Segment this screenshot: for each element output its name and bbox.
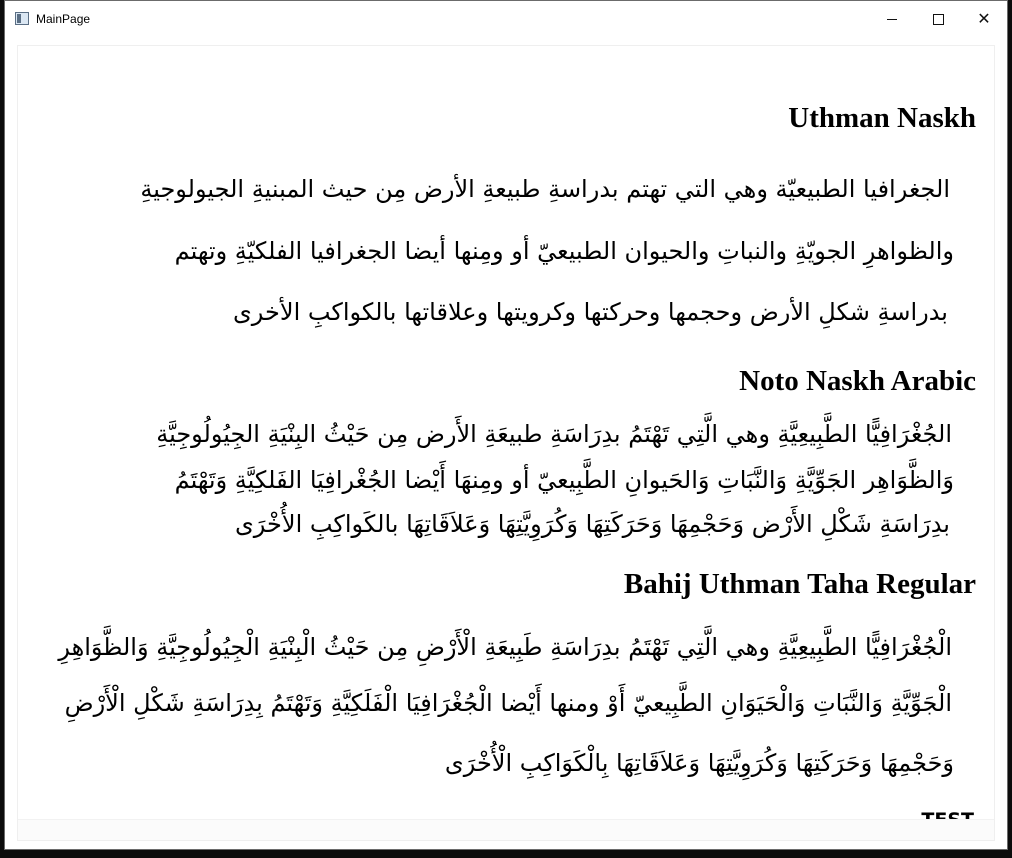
minimize-button[interactable] [869, 1, 915, 37]
arabic-text-line: بدراسةِ شكلِ الأرض وحجمها وحركتها وكرويتها وعلاقاتها بالكواكبِ الأخرى [233, 298, 948, 326]
arabic-text-line: بدِرَاسَةِ شَكْلِ الأَرْض وَحَجْمِهَا وَحَرَكَتِهَا وَكُرَوِيَّتِهَا وَعَلاَقَاتِهَا بالكَواكِبِ الأُخْرَى [235, 510, 950, 538]
maximize-button[interactable] [915, 1, 961, 37]
main-window [4, 0, 1008, 850]
title-bar[interactable] [5, 1, 1007, 37]
arabic-text-line: وَالظَّوَاهِر الجَوِّيَّةِ وَالنَّبَاتِ وَالحَيوانِ الطَّبِيعيّ أو ومِنهَا أَيْضا الجُغْرافِيَا الفَلكِيَّةِ وَتَهْتَمُ [174, 466, 954, 494]
close-button[interactable] [961, 1, 1007, 37]
arabic-text-line: الْجَوِّيَّةِ وَالنَّبَاتِ وَالْحَيَوَانِ الطَّبِيعيّ أَوْ ومنها أَيْضا الْجُغْرَافِيَا الْفَلَكِيَّةِ وَتَهْتَمُ بِدِرَاسَةِ شَكْلِ الْأَرْضِ [64, 689, 952, 717]
app-window-icon [15, 12, 29, 25]
arabic-text-line: الْجُغْرَافِيًّا الطَّبِيعِيَّةِ وهي الَّتِي تَهْتَمُ بدِرَاسَةِ طَبِيعَةِ الْأَرْضِ مِن حَيْثُ الْبِنْيَةِ الْجِيُولُوجِيَّةِ وَالظَّوَاهِرِ [58, 633, 952, 661]
arabic-text-line: الجغرافيا الطبيعيّة وهي التي تهتم بدراسةِ طبيعةِ الأرض مِن حيث المبنيةِ الجيولوجيةِ [140, 175, 950, 203]
section-heading-noto-naskh-arabic: Noto Naskh Arabic [739, 365, 976, 397]
section-heading-bahij-uthman-taha: Bahij Uthman Taha Regular [623, 568, 976, 600]
window-title: MainPage [36, 12, 91, 26]
maximize-icon [933, 14, 944, 25]
arabic-text-line: الجُغْرَافِيًّا الطَّبِيعِيَّةِ وهي الَّتِي تَهْتَمُ بدِرَاسَةِ طبيعَةِ الأَرض مِن حَيْثُ البِنْيَةِ الجِيُولُوجِيَّةِ [156, 420, 952, 448]
content-area [17, 45, 995, 841]
section-heading-uthman-naskh: Uthman Naskh [788, 102, 976, 134]
close-icon: ✕ [977, 9, 991, 28]
arabic-text-line: وَحَجْمِهَا وَحَرَكَتِهَا وَكُرَوِيَّتِهَا وَعَلاَقَاتِهَا بِالْكَوَاكِبِ الْأُخْرَى [444, 749, 954, 777]
bottom-strip [18, 819, 994, 840]
minimize-icon [887, 19, 897, 20]
arabic-text-line: والظواهرِ الجويّةِ والنباتِ والحيوان الطبيعيّ أو ومِنها أيضا الجغرافيا الفلكيّةِ وتهتم [174, 237, 954, 265]
